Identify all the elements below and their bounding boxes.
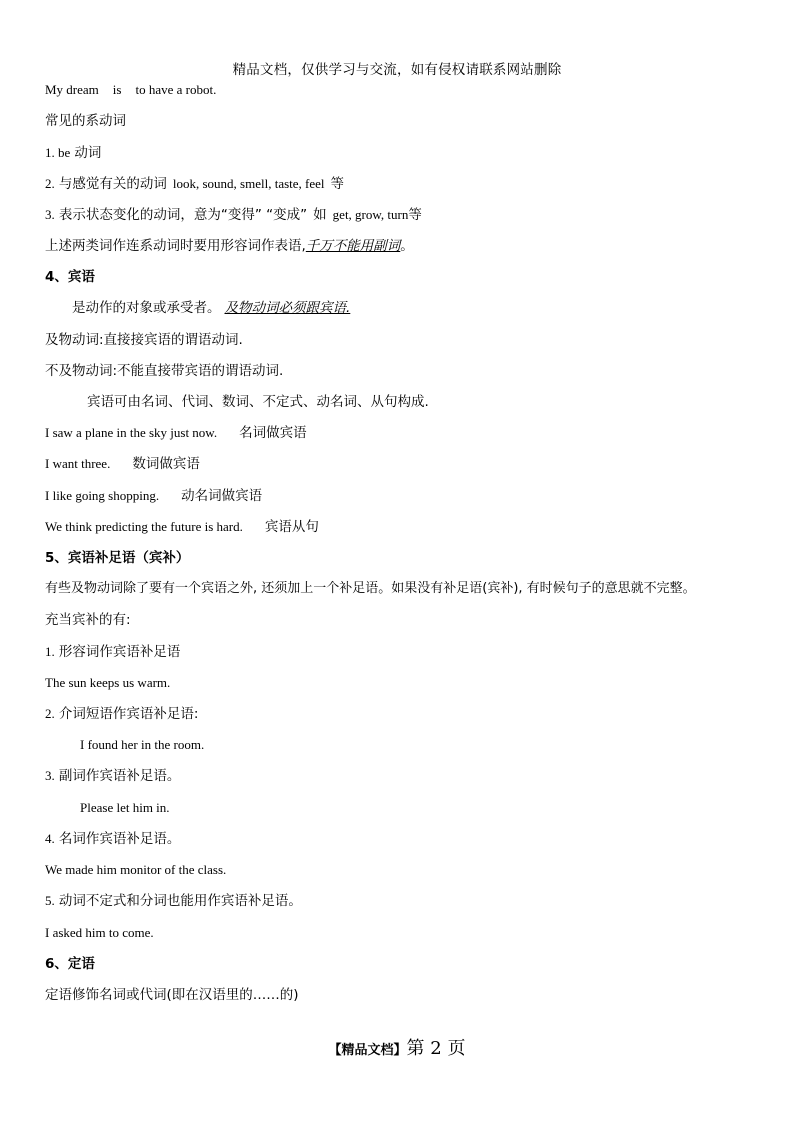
paragraph bbox=[45, 237, 414, 255]
example-line bbox=[45, 424, 307, 443]
list-text: 等 bbox=[330, 176, 345, 192]
example-sentence: I found her in the room. bbox=[80, 737, 205, 752]
list-text: 形容词作宾语补足语 bbox=[58, 644, 181, 660]
paragraph: 充当宾补的有: bbox=[45, 612, 131, 628]
paragraph bbox=[72, 299, 350, 317]
example-label: 数词做宾语 bbox=[132, 456, 200, 472]
example-sentence: I saw a plane in the sky just now. bbox=[45, 425, 218, 440]
example-label: 名词做宾语 bbox=[239, 425, 307, 441]
list-number: 2. bbox=[45, 706, 55, 721]
example-sentence: We made him monitor of the class. bbox=[45, 862, 227, 877]
list-number: 3. bbox=[45, 207, 55, 222]
example-sentence: I asked him to come. bbox=[45, 925, 154, 940]
list-text: 动词不定式和分词也能用作宾语补足语。 bbox=[58, 893, 302, 909]
list-item bbox=[45, 206, 422, 225]
list-item bbox=[45, 705, 198, 724]
example-line bbox=[45, 455, 200, 474]
list-text: 动词 bbox=[74, 145, 102, 161]
example-sentence: The sun keeps us warm. bbox=[45, 675, 171, 690]
list-number: 1. bbox=[45, 644, 55, 659]
example-sentence: I want three. bbox=[45, 456, 111, 471]
example-sentence: Please let him in. bbox=[80, 800, 170, 815]
emphasis-text: 及物动词必须跟宾语. bbox=[224, 300, 351, 316]
list-text: 与感觉有关的动词 bbox=[58, 176, 167, 192]
example-line bbox=[45, 518, 319, 537]
list-text: 如 bbox=[313, 207, 327, 223]
paragraph: 有些及物动词除了要有一个宾语之外, 还须加上一个补足语。如果没有补足语(宾补), 有时候句子的意思就不完整。 bbox=[45, 581, 696, 596]
list-number: 2. bbox=[45, 176, 55, 191]
text-segment: My dream bbox=[45, 82, 99, 97]
list-item bbox=[45, 144, 101, 163]
list-text: 名词作宾语补足语。 bbox=[58, 831, 181, 847]
list-item bbox=[45, 830, 180, 849]
text-segment: to have a robot. bbox=[135, 82, 217, 97]
list-text: 介词短语作宾语补足语: bbox=[58, 706, 199, 722]
list-item bbox=[45, 767, 180, 786]
example-sentence: We think predicting the future is hard. bbox=[45, 519, 243, 534]
text-segment: is bbox=[112, 82, 122, 97]
footer-tag: 【精品文档】 bbox=[328, 1043, 407, 1058]
example-sentence: I like going shopping. bbox=[45, 488, 160, 503]
watermark-header: 精品文档，仅供学习与交流，如有侵权请联系网站删除 bbox=[232, 62, 562, 78]
example-line bbox=[45, 487, 262, 506]
text-segment: 。 bbox=[400, 238, 414, 254]
paragraph: 宾语可由名词、代词、数词、不定式、动名词、从句构成. bbox=[87, 394, 429, 410]
example-label: 动名词做宾语 bbox=[181, 488, 263, 504]
example-label: 宾语从句 bbox=[264, 519, 319, 535]
list-item bbox=[45, 643, 180, 662]
list-text: “变得” “变成” bbox=[220, 207, 308, 223]
list-text: 副词作宾语补足语。 bbox=[58, 768, 181, 784]
example-line bbox=[45, 81, 216, 99]
list-number: 3. bbox=[45, 768, 55, 783]
section-heading: 6、定语 bbox=[45, 956, 95, 972]
list-text: get, grow, turn bbox=[332, 207, 409, 222]
paragraph: 常见的系动词 bbox=[45, 113, 126, 129]
page-footer bbox=[0, 1034, 794, 1060]
paragraph: 及物动词:直接接宾语的谓语动词. bbox=[45, 332, 243, 348]
list-number: 5. bbox=[45, 893, 55, 908]
paragraph: 定语修饰名词或代词(即在汉语里的……的) bbox=[45, 987, 299, 1003]
list-text: 表示状态变化的动词，意为 bbox=[58, 207, 221, 223]
emphasis-text: 千万不能用副词 bbox=[305, 238, 401, 254]
list-item bbox=[45, 175, 344, 194]
text-segment: 上述两类词作连系动词时要用形容词作表语, bbox=[45, 238, 306, 254]
list-item bbox=[45, 892, 302, 911]
list-text: look, sound, smell, taste, feel bbox=[172, 176, 325, 191]
page-number: 第 2 页 bbox=[406, 1038, 466, 1059]
list-number: 1. be bbox=[45, 145, 71, 160]
section-heading: 5、宾语补足语（宾补） bbox=[45, 550, 190, 566]
section-heading: 4、宾语 bbox=[45, 269, 95, 285]
paragraph: 不及物动词:不能直接带宾语的谓语动词. bbox=[45, 363, 284, 379]
list-text: 等 bbox=[408, 207, 422, 223]
text-segment: 是动作的对象或承受者。 bbox=[72, 300, 221, 316]
list-number: 4. bbox=[45, 831, 55, 846]
